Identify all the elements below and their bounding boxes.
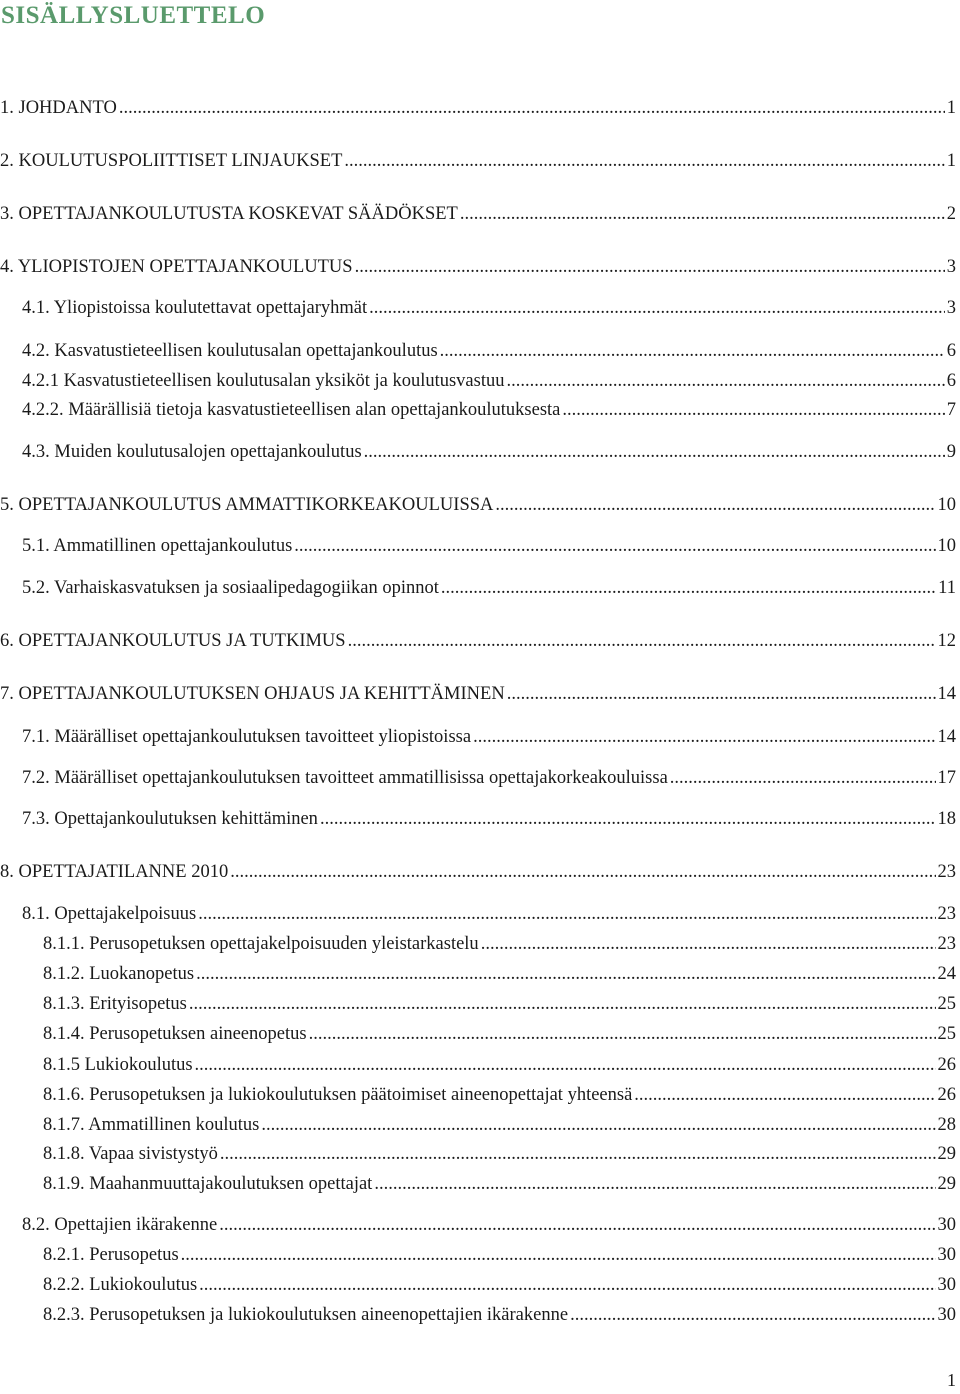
- toc-entry[interactable]: [0, 1024, 960, 1048]
- toc-dot-leader: [634, 1085, 935, 1106]
- toc-entry-label: 8.2.1. Perusopetus: [43, 1245, 179, 1265]
- toc-dot-leader: [440, 341, 945, 362]
- toc-entry-label: 7. OPETTAJANKOULUTUKSEN OHJAUS JA KEHITTÄMINEN: [0, 684, 505, 704]
- toc-entry[interactable]: [0, 1305, 960, 1329]
- toc-entry-label: 4.2. Kasvatustieteellisen koulutusalan opettajankoulutus: [22, 341, 438, 361]
- toc-entry-page: 29: [937, 1144, 956, 1164]
- toc-dot-leader: [230, 862, 935, 883]
- toc-entry-label: 8.1.2. Luokanopetus: [43, 964, 195, 984]
- toc-entry[interactable]: [0, 298, 960, 322]
- toc-entry[interactable]: [0, 1055, 960, 1079]
- toc-entry-page: 2: [946, 204, 956, 224]
- toc-entry-page: 26: [937, 1085, 956, 1105]
- toc-dot-leader: [220, 1144, 936, 1165]
- toc-dot-leader: [199, 1275, 935, 1296]
- toc-entry-label: 8.1.7. Ammatillinen koulutus: [43, 1115, 260, 1135]
- toc-entry-page: 6: [946, 341, 956, 361]
- toc-entry-label: 8.2.2. Lukiokoulutus: [43, 1275, 198, 1295]
- toc-entry-page: 23: [937, 934, 956, 954]
- toc-dot-leader: [364, 442, 945, 463]
- toc-entry[interactable]: [0, 994, 960, 1018]
- toc-entry-page: 25: [937, 994, 956, 1014]
- toc-entry[interactable]: [0, 257, 960, 281]
- toc-entry-label: 8. OPETTAJATILANNE 2010: [0, 862, 229, 882]
- toc-entry-label: 5. OPETTAJANKOULUTUS AMMATTIKORKEAKOULUISSA: [0, 495, 494, 515]
- toc-dot-leader: [189, 994, 936, 1015]
- toc-entry[interactable]: [0, 1245, 960, 1269]
- toc-entry-label: 5.2. Varhaiskasvatuksen ja sosiaalipedagogiikan opinnot: [22, 578, 439, 598]
- toc-entry[interactable]: [0, 98, 960, 122]
- toc-entry-page: 30: [937, 1215, 956, 1235]
- toc-entry-label: 4.3. Muiden koulutusalojen opettajankoulutus: [22, 442, 362, 462]
- toc-entry[interactable]: [0, 536, 960, 560]
- toc-entry[interactable]: [0, 371, 960, 395]
- toc-dot-leader: [441, 578, 936, 599]
- toc-entry[interactable]: [0, 1174, 960, 1198]
- toc-dot-leader: [261, 1115, 935, 1136]
- toc-entry-page: 1: [946, 151, 956, 171]
- toc-entry[interactable]: [0, 1144, 960, 1168]
- toc-entry-page: 28: [937, 1115, 956, 1135]
- toc-entry-page: 6: [946, 371, 956, 391]
- toc-dot-leader: [344, 151, 944, 172]
- toc-entry-page: 9: [946, 442, 956, 462]
- toc-dot-leader: [507, 684, 936, 705]
- toc-dot-leader: [481, 934, 936, 955]
- toc-entry-page: 14: [937, 727, 956, 747]
- toc-entry[interactable]: [0, 862, 960, 886]
- toc-dot-leader: [473, 727, 935, 748]
- toc-dot-leader: [119, 98, 945, 119]
- toc-dot-leader: [374, 1174, 935, 1195]
- toc-entry-page: 3: [946, 257, 956, 277]
- toc-dot-leader: [670, 768, 936, 789]
- toc-entry[interactable]: [0, 204, 960, 228]
- toc-entry-page: 12: [937, 631, 956, 651]
- toc-entry-label: 4.1. Yliopistoissa koulutettavat opettajaryhmät: [22, 298, 368, 318]
- toc-entry[interactable]: [0, 631, 960, 655]
- toc-entry-label: 6. OPETTAJANKOULUTUS JA TUTKIMUS: [0, 631, 346, 651]
- toc-entry-label: 7.2. Määrälliset opettajankoulutuksen tavoitteet ammatillisissa opettajakorkeakouluissa: [22, 768, 668, 788]
- toc-entry[interactable]: [0, 1115, 960, 1139]
- toc-entry[interactable]: [0, 684, 960, 708]
- toc-entry-label: 3. OPETTAJANKOULUTUSTA KOSKEVAT SÄÄDÖKSET: [0, 204, 458, 224]
- toc-entry-page: 18: [937, 809, 956, 829]
- toc-entry-page: 30: [937, 1275, 956, 1295]
- toc-dot-leader: [369, 298, 945, 319]
- toc-entry-page: 30: [937, 1245, 956, 1265]
- toc-entry[interactable]: [0, 442, 960, 466]
- toc-entry-label: 2. KOULUTUSPOLIITTISET LINJAUKSET: [0, 151, 343, 171]
- toc-entry-label: 4.2.2. Määrällisiä tietoja kasvatustieteellisen alan opettajankoulutuksesta: [22, 400, 561, 420]
- toc-entry-label: 8.1.8. Vapaa sivistystyö: [43, 1144, 218, 1164]
- toc-dot-leader: [198, 904, 935, 925]
- toc-dot-leader: [562, 400, 944, 421]
- toc-entry-label: 4. YLIOPISTOJEN OPETTAJANKOULUTUS: [0, 257, 353, 277]
- toc-entry-page: 7: [946, 400, 956, 420]
- toc-dot-leader: [181, 1245, 936, 1266]
- toc-entry[interactable]: [0, 495, 960, 519]
- toc-dot-leader: [195, 1055, 936, 1076]
- toc-entry-page: 11: [938, 578, 956, 598]
- toc-entry[interactable]: [0, 341, 960, 365]
- toc-entry-label: 8.1.9. Maahanmuuttajakoulutuksen opettajat: [43, 1174, 373, 1194]
- page-number: 1: [947, 1370, 956, 1390]
- toc-entry-label: 1. JOHDANTO: [0, 98, 117, 118]
- toc-dot-leader: [506, 371, 944, 392]
- toc-entry-label: 4.2.1 Kasvatustieteellisen koulutusalan yksiköt ja koulutusvastuu: [22, 371, 505, 391]
- toc-entry-page: 10: [937, 536, 956, 556]
- toc-dot-leader: [219, 1215, 935, 1236]
- toc-entry-page: 24: [937, 964, 956, 984]
- toc-dot-leader: [355, 257, 945, 278]
- toc-entry-label: 8.1.5 Lukiokoulutus: [43, 1055, 193, 1075]
- toc-entry[interactable]: [0, 151, 960, 175]
- toc-entry[interactable]: [0, 400, 960, 424]
- toc-entry-page: 1: [946, 98, 956, 118]
- toc-dot-leader: [348, 631, 936, 652]
- toc-entry-page: 26: [937, 1055, 956, 1075]
- toc-entry-label: 8.1.4. Perusopetuksen aineenopetus: [43, 1024, 307, 1044]
- toc-entry-page: 14: [937, 684, 956, 704]
- toc-entry[interactable]: [0, 1275, 960, 1299]
- toc-entry[interactable]: [0, 1085, 960, 1109]
- toc-entry[interactable]: [0, 578, 960, 602]
- toc-dot-leader: [196, 964, 935, 985]
- toc-dot-leader: [309, 1024, 936, 1045]
- toc-entry-page: 10: [937, 495, 956, 515]
- toc-entry-label: 7.3. Opettajankoulutuksen kehittäminen: [22, 809, 318, 829]
- toc-entry[interactable]: [0, 809, 960, 833]
- toc-entry-page: 23: [937, 904, 956, 924]
- toc-entry-label: 8.1.3. Erityisopetus: [43, 994, 187, 1014]
- toc-entry[interactable]: [0, 934, 960, 958]
- toc-entry-label: 8.2. Opettajien ikärakenne: [22, 1215, 218, 1235]
- toc-entry-page: 3: [946, 298, 956, 318]
- toc-entry-page: 17: [937, 768, 956, 788]
- toc-entry-page: 30: [937, 1305, 956, 1325]
- toc-entry[interactable]: [0, 727, 960, 751]
- toc-dot-leader: [460, 204, 945, 225]
- toc-entry[interactable]: [0, 904, 960, 928]
- toc-entry-page: 29: [937, 1174, 956, 1194]
- toc-entry-page: 23: [937, 862, 956, 882]
- toc-dot-leader: [294, 536, 935, 557]
- toc-entry[interactable]: [0, 964, 960, 988]
- toc-entry-page: 25: [937, 1024, 956, 1044]
- toc-entry-label: 8.1.1. Perusopetuksen opettajakelpoisuuden yleistarkastelu: [43, 934, 479, 954]
- toc-entry-label: 8.1. Opettajakelpoisuus: [22, 904, 197, 924]
- toc-entry[interactable]: [0, 1215, 960, 1239]
- page-title: SISÄLLYSLUETTELO: [1, 2, 266, 29]
- toc-entry[interactable]: [0, 768, 960, 792]
- toc-dot-leader: [320, 809, 936, 830]
- toc-entry-label: 7.1. Määrälliset opettajankoulutuksen tavoitteet yliopistoissa: [22, 727, 472, 747]
- toc-entry-label: 8.1.6. Perusopetuksen ja lukiokoulutuksen päätoimiset aineenopettajat yhteensä: [43, 1085, 633, 1105]
- toc-entry-label: 8.2.3. Perusopetuksen ja lukiokoulutuksen aineenopettajien ikärakenne: [43, 1305, 569, 1325]
- toc-dot-leader: [495, 495, 935, 516]
- toc-entry-label: 5.1. Ammatillinen opettajankoulutus: [22, 536, 293, 556]
- toc-dot-leader: [570, 1305, 935, 1326]
